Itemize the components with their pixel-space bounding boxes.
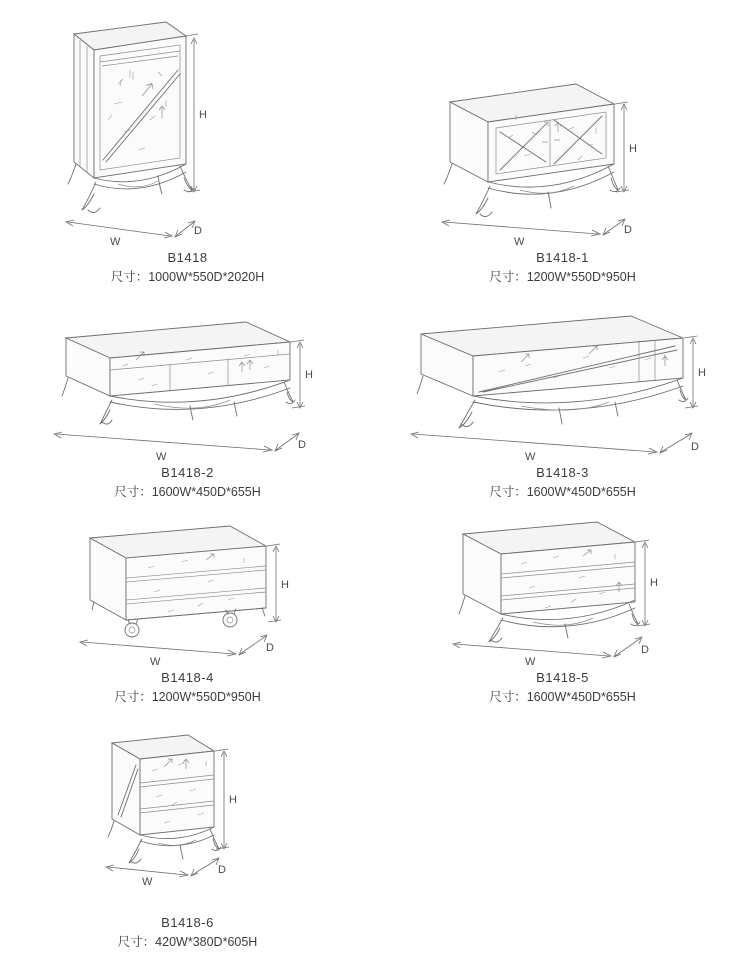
- svg-text:D: D: [640, 644, 649, 656]
- product-dims: 尺寸：1600W*450D*655H: [114, 485, 261, 499]
- svg-text:W: W: [524, 451, 535, 460]
- svg-text:H: H: [304, 369, 313, 381]
- product-code: B1418-3: [536, 465, 589, 480]
- product-card-5: [0, 520, 375, 725]
- svg-text:W: W: [141, 876, 152, 888]
- tall-cabinet-drawing: [58, 0, 318, 245]
- product-card-4: [375, 310, 750, 520]
- product-card-1: [0, 0, 375, 310]
- svg-text:D: D: [297, 439, 306, 451]
- svg-text:H: H: [649, 577, 658, 589]
- svg-text:W: W: [149, 656, 160, 665]
- svg-text:D: D: [623, 224, 632, 236]
- empty-cell: [375, 725, 750, 973]
- product-code: B1418: [167, 250, 208, 265]
- tv-console-drawing: [38, 310, 338, 460]
- svg-text:W: W: [109, 236, 120, 245]
- product-row-2: [0, 310, 750, 520]
- product-card-6: [375, 520, 750, 725]
- product-illustration-3: [0, 310, 375, 460]
- svg-text:H: H: [628, 143, 637, 155]
- svg-text:H: H: [697, 367, 706, 379]
- product-illustration-6: [375, 520, 750, 665]
- product-caption-4: [375, 464, 750, 502]
- svg-text:D: D: [193, 225, 202, 237]
- product-illustration-7: [0, 725, 375, 910]
- product-illustration-2: [375, 0, 750, 245]
- chest-on-casters-drawing: [58, 520, 318, 665]
- product-caption-7: [0, 914, 375, 952]
- svg-text:H: H: [198, 109, 207, 121]
- nightstand-drawing: [68, 725, 308, 910]
- product-dims: 尺寸：1600W*450D*655H: [489, 485, 636, 499]
- product-row-4: [0, 725, 750, 973]
- product-dims: 尺寸：1600W*450D*655H: [489, 690, 636, 704]
- product-card-3: [0, 310, 375, 520]
- svg-text:D: D: [690, 441, 699, 453]
- product-card-2: [375, 0, 750, 310]
- long-console-drawing: [403, 310, 723, 460]
- product-card-7: [0, 725, 375, 973]
- product-dims: 尺寸：1200W*550D*950H: [489, 270, 636, 284]
- product-code: B1418-6: [161, 915, 214, 930]
- product-code: B1418-1: [536, 250, 589, 265]
- product-illustration-4: [375, 310, 750, 460]
- product-caption-3: [0, 464, 375, 502]
- product-code: B1418-4: [161, 670, 214, 685]
- product-dims: 尺寸：1000W*550D*2020H: [110, 270, 265, 284]
- product-row-3: [0, 520, 750, 725]
- svg-text:W: W: [155, 451, 166, 460]
- product-row-1: [0, 0, 750, 310]
- svg-text:D: D: [265, 642, 274, 654]
- sideboard-drawing: [428, 0, 698, 245]
- svg-text:H: H: [280, 579, 289, 591]
- svg-text:H: H: [228, 794, 237, 806]
- svg-text:D: D: [217, 864, 226, 876]
- product-illustration-1: [0, 0, 375, 245]
- product-illustration-5: [0, 520, 375, 665]
- product-dims: 尺寸：1200W*550D*950H: [114, 690, 261, 704]
- three-drawer-chest-drawing: [433, 520, 693, 665]
- product-code: B1418-2: [161, 465, 214, 480]
- product-dims: 尺寸：420W*380D*605H: [117, 935, 258, 949]
- product-caption-1: [0, 249, 375, 287]
- svg-text:W: W: [513, 236, 524, 245]
- product-caption-5: [0, 669, 375, 707]
- svg-text:W: W: [524, 656, 535, 665]
- product-caption-2: [375, 249, 750, 287]
- product-code: B1418-5: [536, 670, 589, 685]
- product-caption-6: [375, 669, 750, 707]
